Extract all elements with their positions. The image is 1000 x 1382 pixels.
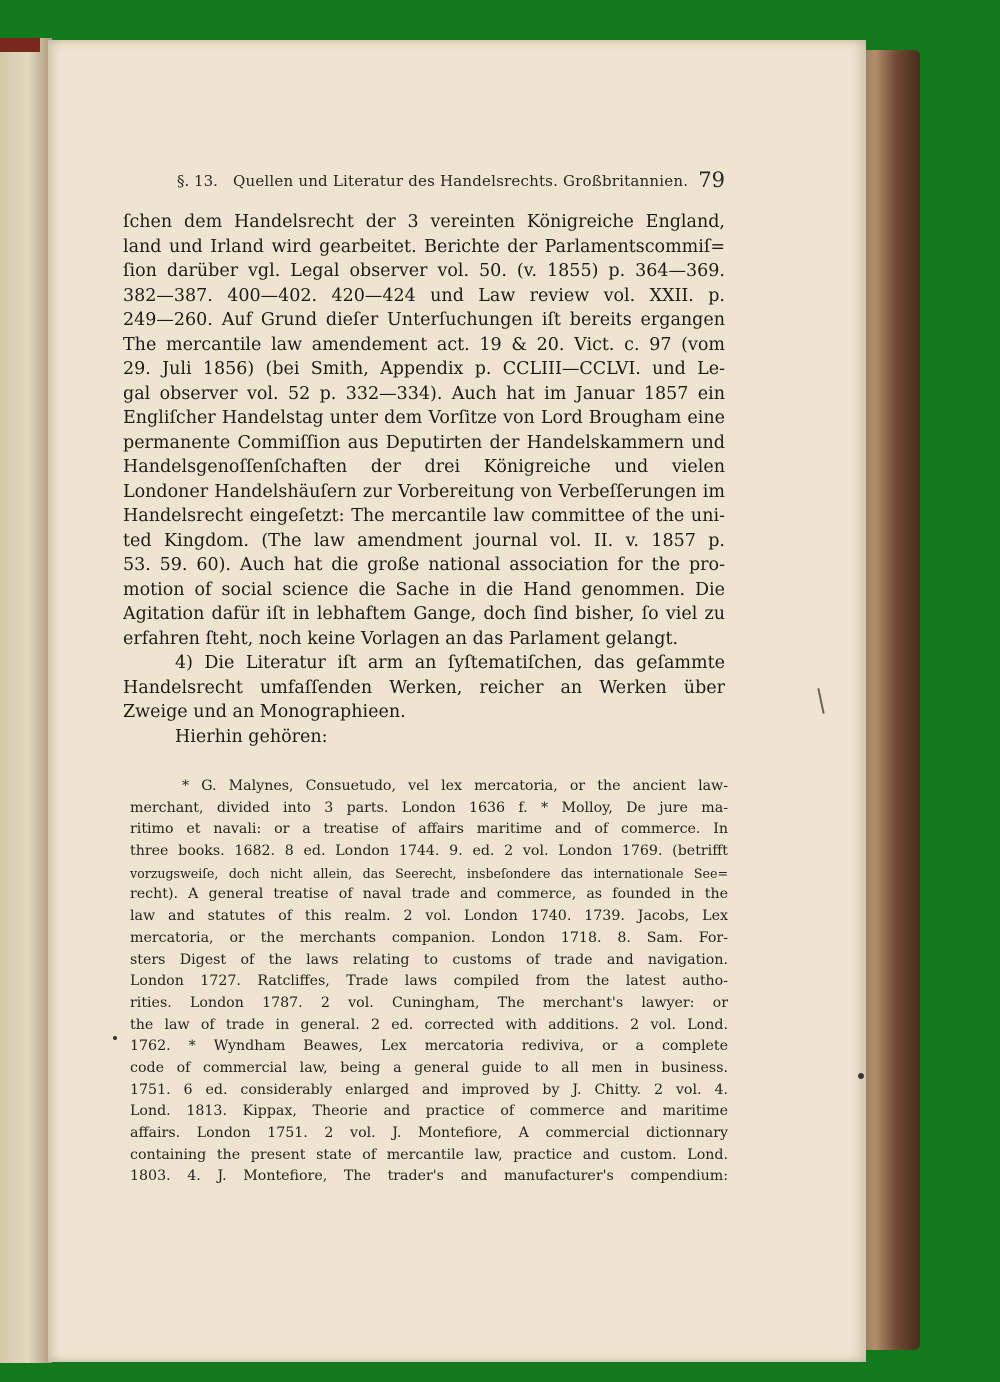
text-line: land und Irland wird gearbeitet. Berichte der Parlamentscommiſ= xyxy=(123,236,725,257)
footnote-line: mercatoria, or the merchants companion. London 1718. 8. Sam. For- xyxy=(130,929,728,946)
main-text xyxy=(123,210,725,749)
footnote-line: * G. Malynes, Consuetudo, vel lex mercatoria, or the ancient law- xyxy=(182,778,728,794)
section-number: §. 13. xyxy=(177,172,218,190)
footnote-line: ritimo et navali: or a treatise of affairs maritime and of commerce. In xyxy=(130,821,728,838)
footnote-line: London 1727. Ratcliffes, Trade laws compiled from the latest autho- xyxy=(130,973,728,990)
text-line: Londoner Handelshäuſern zur Vorbereitung von Verbeſſerungen im xyxy=(123,481,725,502)
footnote-line: rities. London 1787. 2 vol. Cuningham, The merchant's lawyer: or xyxy=(130,994,728,1011)
footnote-line: affairs. London 1751. 2 vol. J. Montefiore, A commercial dictionnary xyxy=(130,1125,728,1141)
book-binding xyxy=(860,50,920,1350)
text-line: The mercantile law amendement act. 19 & 20. Vict. c. 97 (vom xyxy=(123,334,725,355)
footnote-line: 1803. 4. J. Montefiore, The trader's and manufacturer's compendium: xyxy=(130,1168,728,1185)
footnote-bibliography xyxy=(130,776,728,1188)
text-line: 249—260. Auf Grund dieſer Unterſuchungen iſt bereits ergangen xyxy=(123,310,725,330)
footnote-line: vorzugsweiſe, doch nicht allein, das Seerecht, insbeſondere das internationale See= xyxy=(130,865,728,881)
text-line: 382—387. 400—402. 420—424 und Law review vol. XXII. p. xyxy=(123,285,725,306)
footnote-line: the law of trade in general. 2 ed. corrected with additions. 2 vol. Lond. xyxy=(130,1016,728,1033)
paragraph-4-line: 4) Die Literatur iſt arm an ſyſtematiſchen, das geſammte xyxy=(175,653,725,673)
header-title: Quellen und Literatur des Handelsrechts. Großbritannien. xyxy=(233,172,689,190)
footnote-line: law and statutes of this realm. 2 vol. London 1740. 1739. Jacobs, Lex xyxy=(130,908,728,925)
footnote-line: sters Digest of the laws relating to customs of trade and navigation. xyxy=(130,951,728,968)
paragraph-4-line: Zweige und an Monographieen. xyxy=(123,702,406,722)
running-header xyxy=(177,168,725,194)
text-line: motion of social science die Sache in die Hand genommen. Die xyxy=(123,579,725,600)
text-line: Handelsrecht eingeſetzt: The mercantile law committee of the uni- xyxy=(123,506,725,526)
footnote-line: recht). A general treatise of naval trade and commerce, as founded in the xyxy=(130,886,728,903)
footnote-line: containing the present state of mercantile law, practice and custom. Lond. xyxy=(130,1146,728,1163)
footnote-line: Lond. 1813. Kippax, Theorie and practice of commerce and maritime xyxy=(130,1103,728,1120)
text-line: ſchen dem Handelsrecht der 3 vereinten Königreiche England, xyxy=(123,212,725,232)
text-line: ſion darüber vgl. Legal observer vol. 50. (v. 1855) p. 364—369. xyxy=(123,261,725,281)
footnote-line: merchant, divided into 3 parts. London 1636 f. * Molloy, De jure ma- xyxy=(130,799,728,816)
text-line: ted Kingdom. (The law amendment journal vol. II. v. 1857 p. xyxy=(123,530,725,551)
text-line: gal observer vol. 52 p. 332—334). Auch hat im Januar 1857 ein xyxy=(123,383,725,404)
text-line: 53. 59. 60). Auch hat die große national association for the pro- xyxy=(123,555,725,575)
text-line: Handelsgenoſſenſchaften der drei Königreiche und vielen xyxy=(123,457,725,477)
ink-spot xyxy=(858,1073,864,1079)
text-line: Engliſcher Handelstag unter dem Vorſitze von Lord Brougham eine xyxy=(123,408,725,428)
ink-spot xyxy=(113,1036,117,1040)
facing-page-edge xyxy=(0,38,52,1363)
text-line: Agitation dafür iſt in lebhaftem Gange, doch ſind bisher, ſo viel zu xyxy=(123,604,725,624)
text-line: erfahren ſteht, noch keine Vorlagen an das Parlament gelangt. xyxy=(123,628,679,649)
footnote-line: three books. 1682. 8 ed. London 1744. 9. ed. 2 vol. London 1769. (betrifft xyxy=(130,843,728,860)
footnote-line: 1751. 6 ed. considerably enlarged and improved by J. Chitty. 2 vol. 4. xyxy=(130,1081,728,1098)
hierhin-line: Hierhin gehören: xyxy=(175,726,328,747)
text-line: permanente Commiſſion aus Deputirten der Handelskammern und xyxy=(123,432,725,453)
page-number: 79 xyxy=(698,168,725,192)
footnote-line: code of commercial law, being a general guide to all men in business. xyxy=(130,1059,728,1076)
text-line: 29. Juli 1856) (bei Smith, Appendix p. CCLIII—CCLVI. und Le- xyxy=(123,359,725,379)
paragraph-4-line: Handelsrecht umfaſſenden Werken, reicher an Werken über xyxy=(123,677,725,698)
footnote-line: 1762. * Wyndham Beawes, Lex mercatoria rediviva, or a complete xyxy=(130,1038,728,1055)
